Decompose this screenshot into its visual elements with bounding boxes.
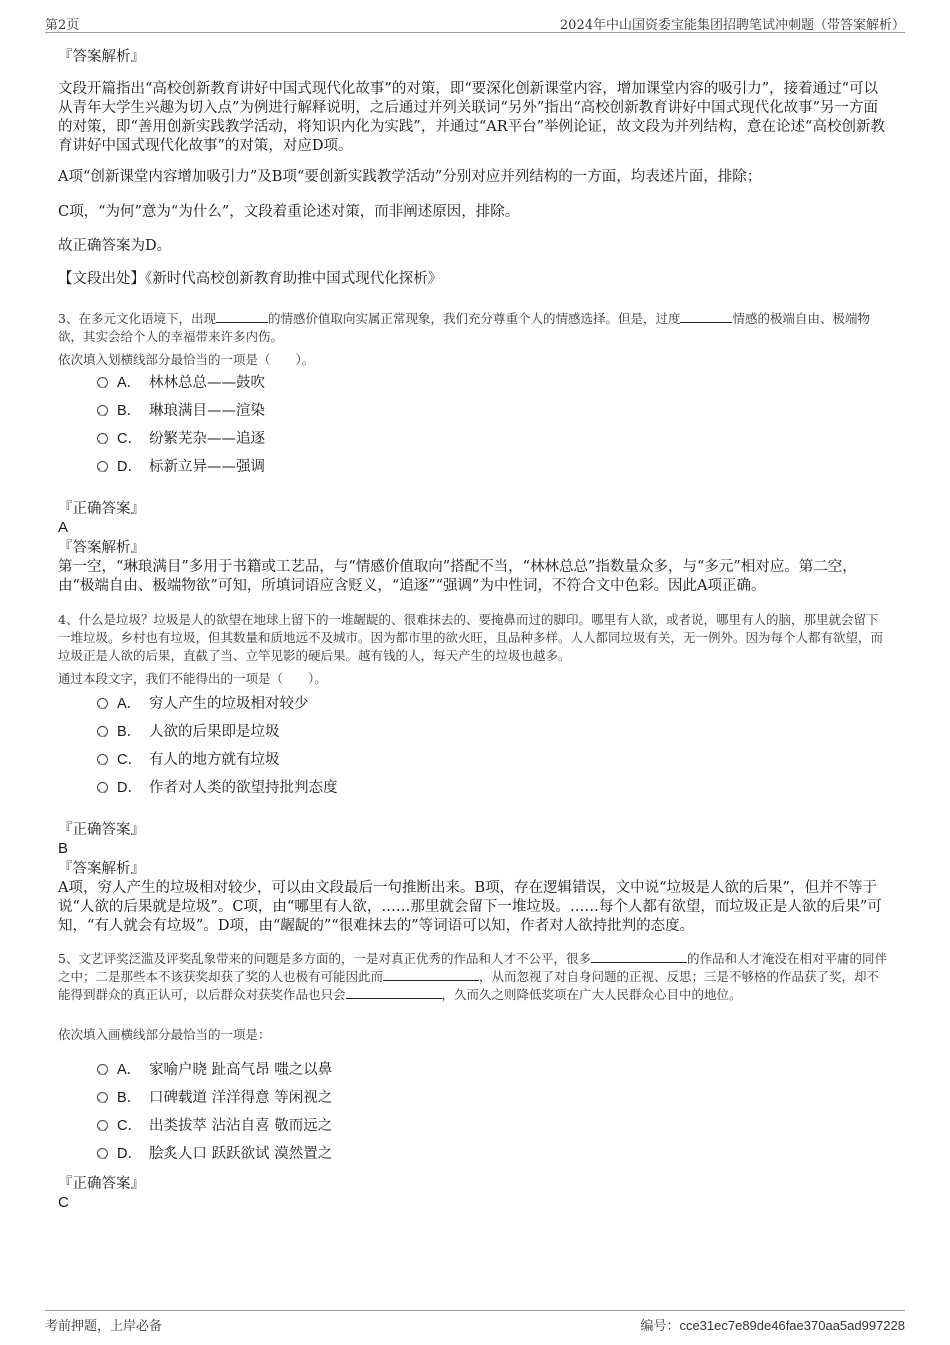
q4-option-b[interactable]: B． 人欲的后果即是垃圾 xyxy=(97,723,280,741)
q2-analysis-p4: 故正确答案为D。 xyxy=(58,238,172,254)
q2-analysis-p3: C项，“为何”意为“为什么”，文段着重论述对策，而非阐述原因，排除。 xyxy=(58,204,520,220)
q5-option-b[interactable]: B． 口碑载道 洋洋得意 等闲视之 xyxy=(97,1089,332,1107)
radio-icon[interactable] xyxy=(97,754,108,765)
q5-option-d[interactable]: D． 脍炙人口 跃跃欲试 漠然置之 xyxy=(97,1145,332,1163)
radio-icon[interactable] xyxy=(97,698,108,709)
blank-line xyxy=(383,968,479,981)
q3-analysis-label: 『答案解析』 xyxy=(58,540,145,556)
radio-icon[interactable] xyxy=(97,433,108,444)
radio-icon[interactable] xyxy=(97,1148,108,1159)
page-header xyxy=(45,10,905,33)
q5-answer: C xyxy=(58,1194,69,1211)
q3-answer-label: 『正确答案』 xyxy=(58,501,145,517)
radio-icon[interactable] xyxy=(97,1120,108,1131)
q5-stem: 5、文艺评奖泛滥及评奖乱象带来的问题是多方面的，一是对真正优秀的作品和人才不公平，很多 的作品和人才淹没在相对平庸的同伴之中；二是那些本不该获奖却获了奖的人也极有可能因此而 ，从而忽视了对自身问题的正视、反思；三是不够格的作品获了奖，却不能得到群众的真正认可，以后群众对获奖作品也只会 ，久而久之则降低奖项在广大人民群众心目中的地位。 xyxy=(58,951,887,1002)
q3-stem: 3、在多元文化语境下，出现 的情感价值取向实属正常现象，我们充分尊重个人的情感选择。但是，过度 情感的极端自由、极端物欲，其实会给个人的幸福带来许多内伤。 xyxy=(58,311,870,344)
q4-option-a[interactable]: A． 穷人产生的垃圾相对较少 xyxy=(97,695,309,713)
q3-option-d[interactable]: D． 标新立异——强调 xyxy=(97,458,265,476)
q2-source: 【文段出处】《新时代高校创新教育助推中国式现代化探析》 xyxy=(58,271,443,287)
q2-analysis-p2: A项“创新课堂内容增加吸引力”及B项“要创新实践教学活动”分别对应并列结构的一方面，均表述片面，排除； xyxy=(58,169,762,185)
blank-line xyxy=(591,950,687,963)
q3-answer: A xyxy=(58,519,69,536)
q5-answer-label: 『正确答案』 xyxy=(58,1176,145,1192)
radio-icon[interactable] xyxy=(97,377,108,388)
page-number: 第2页 xyxy=(45,18,80,33)
q4-analysis-label: 『答案解析』 xyxy=(58,861,145,877)
q5-option-c[interactable]: C． 出类拔萃 沾沾自喜 敬而远之 xyxy=(97,1117,332,1135)
blank-line xyxy=(680,310,732,323)
q3-instruction: 依次填入划横线部分最恰当的一项是（ ）。 xyxy=(58,352,315,367)
q4-answer: B xyxy=(58,840,69,857)
q4-stem: 4、什么是垃圾？垃圾是人的欲望在地球上留下的一堆龌龊的、很难抹去的、要掩鼻而过的脚印。哪里有人欲，或者说，哪里有人的脑，那里就会留下一堆垃圾。乡村也有垃圾，但其数量和质地远不及城市。因为都市里的欲火旺，且品种多样。人人都同垃圾有关，无一例外。因为每个人都有欲望，而垃圾正是人欲的后果，直截了当、立竿见影的硬后果。越有钱的人，每天产生的垃圾也越多。 xyxy=(58,612,884,663)
q2-analysis-label: 『答案解析』 xyxy=(58,49,145,65)
q5-option-a[interactable]: A． 家喻户晓 趾高气昂 嗤之以鼻 xyxy=(97,1061,332,1079)
radio-icon[interactable] xyxy=(97,405,108,416)
radio-icon[interactable] xyxy=(97,461,108,472)
q3-option-b[interactable]: B． 琳琅满目——渲染 xyxy=(97,402,265,420)
q3-option-a[interactable]: A． 林林总总——鼓吹 xyxy=(97,374,265,392)
q5-instruction: 依次填入画横线部分最恰当的一项是： xyxy=(58,1027,271,1042)
radio-icon[interactable] xyxy=(97,726,108,737)
blank-line xyxy=(346,986,442,999)
q4-answer-label: 『正确答案』 xyxy=(58,822,145,838)
radio-icon[interactable] xyxy=(97,1092,108,1103)
footer-slogan: 考前押题，上岸必备 xyxy=(45,1319,163,1334)
page-footer xyxy=(45,1310,905,1334)
q3-option-c[interactable]: C． 纷繁芜杂——追逐 xyxy=(97,430,265,448)
q2-analysis-p1: 文段开篇指出“高校创新教育讲好中国式现代化故事”的对策，即“要深化创新课堂内容，增加课堂内容的吸引力”，接着通过“可以从青年大学生兴趣为切入点”为例进行解释说明，之后通过并列关联词“另外”指出“高校创新教育讲好中国式现代化故事”另一方面的对策，即“善用创新实践教学活动，将知识内化为实践”，并通过“AR平台”举例论证，故文段为并列结构，意在论述“高校创新教育讲好中国式现代化故事”的对策，对应D项。 xyxy=(58,81,885,154)
q3-analysis: 第一空，“琳琅满目”多用于书籍或工艺品，与“情感价值取向”搭配不当，“林林总总”指数量众多，与“多元”相对应。第二空，由“极端自由、极端物欲”可知，所填词语应含贬义，“追逐”“强调”为中性词，不符合文中色彩。因此A项正确。 xyxy=(58,559,857,594)
q4-option-d[interactable]: D． 作者对人类的欲望持批判态度 xyxy=(97,779,338,797)
blank-line xyxy=(216,310,268,323)
q4-analysis: A项，穷人产生的垃圾相对较少，可以由文段最后一句推断出来。B项，存在逻辑错误，文中说“垃圾是人欲的后果”，但并不等于说“人欲的后果就是垃圾”。C项，由“哪里有人欲，……那里就会留下一堆垃圾。……每个人都有欲望，而垃圾正是人欲的后果”可知，“有人就会有垃圾”。D项，由“龌龊的”“很难抹去的”等词语可以知，作者对人欲持批判的态度。 xyxy=(58,880,882,934)
document-code: 编号：cce31ec7e89de46fae370aa5ad997228 xyxy=(640,1318,905,1333)
radio-icon[interactable] xyxy=(97,1064,108,1075)
q4-instruction: 通过本段文字，我们不能得出的一项是（ ）。 xyxy=(58,671,327,686)
document-title: 2024年中山国资委宝能集团招聘笔试冲刺题（带答案解析） xyxy=(559,18,905,33)
radio-icon[interactable] xyxy=(97,782,108,793)
q4-option-c[interactable]: C． 有人的地方就有垃圾 xyxy=(97,751,280,769)
